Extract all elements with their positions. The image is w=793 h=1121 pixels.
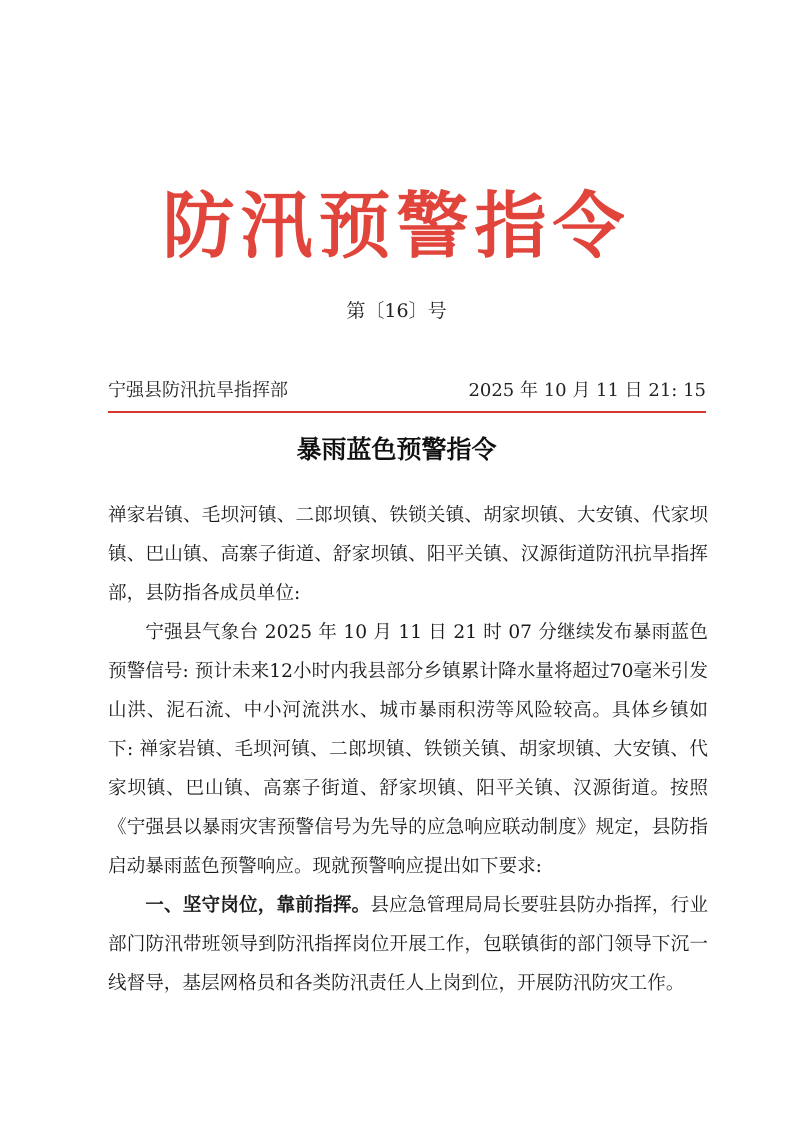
requirement-item-1-text: 县应急管理局局长要驻县防办指挥，行业部门防汛带班领导到防汛指挥岗位开展工作，包联镇街的部门领导下沉一线督导，基层网格员和各类防汛责任人上岗到位，开展防汛防灾工作。 xyxy=(108,895,708,994)
requirement-item-1-heading: 一、坚守岗位，靠前指挥。 xyxy=(145,895,371,916)
document-number: 第〔16〕号 xyxy=(346,300,447,322)
warning-paragraph: 宁强县气象台 2025 年 10 月 11 日 21 时 07 分继续发布暴雨蓝色预警信号: 预计未来12小时内我县部分乡镇累计降水量将超过70毫米引发山洪、泥石流、中小河流洪水、城市暴雨积涝等风险较高。具体乡镇如下: 禅家岩镇、毛坝河镇、二郎坝镇、铁锁关镇、胡家坝镇、大安镇、代家坝镇、巴山镇、高寨子街道、舒家坝镇、阳平关镇、汉源街道。按照《宁强县以暴雨灾害预警信号为先导的应急响应联动制度》规定，县防指启动暴雨蓝色预警响应。现就预警响应提出如下要求: xyxy=(108,622,708,877)
addressees-paragraph: 禅家岩镇、毛坝河镇、二郎坝镇、铁锁关镇、胡家坝镇、大安镇、代家坝镇、巴山镇、高寨子街道、舒家坝镇、阳平关镇、汉源街道防汛抗旱指挥部，县防指各成员单位: xyxy=(108,505,708,604)
requirement-item-1 xyxy=(108,886,708,1003)
document-title: 暴雨蓝色预警指令 xyxy=(296,435,497,464)
issue-datetime: 2025 年 10 月 11 日 21: 15 xyxy=(468,380,706,401)
document-body xyxy=(108,496,708,1003)
red-divider-line xyxy=(108,411,706,413)
masthead-title: 防汛预警指令 xyxy=(162,183,631,268)
issuer-line xyxy=(108,376,706,406)
issuer-name: 宁强县防汛抗旱指挥部 xyxy=(108,380,288,401)
